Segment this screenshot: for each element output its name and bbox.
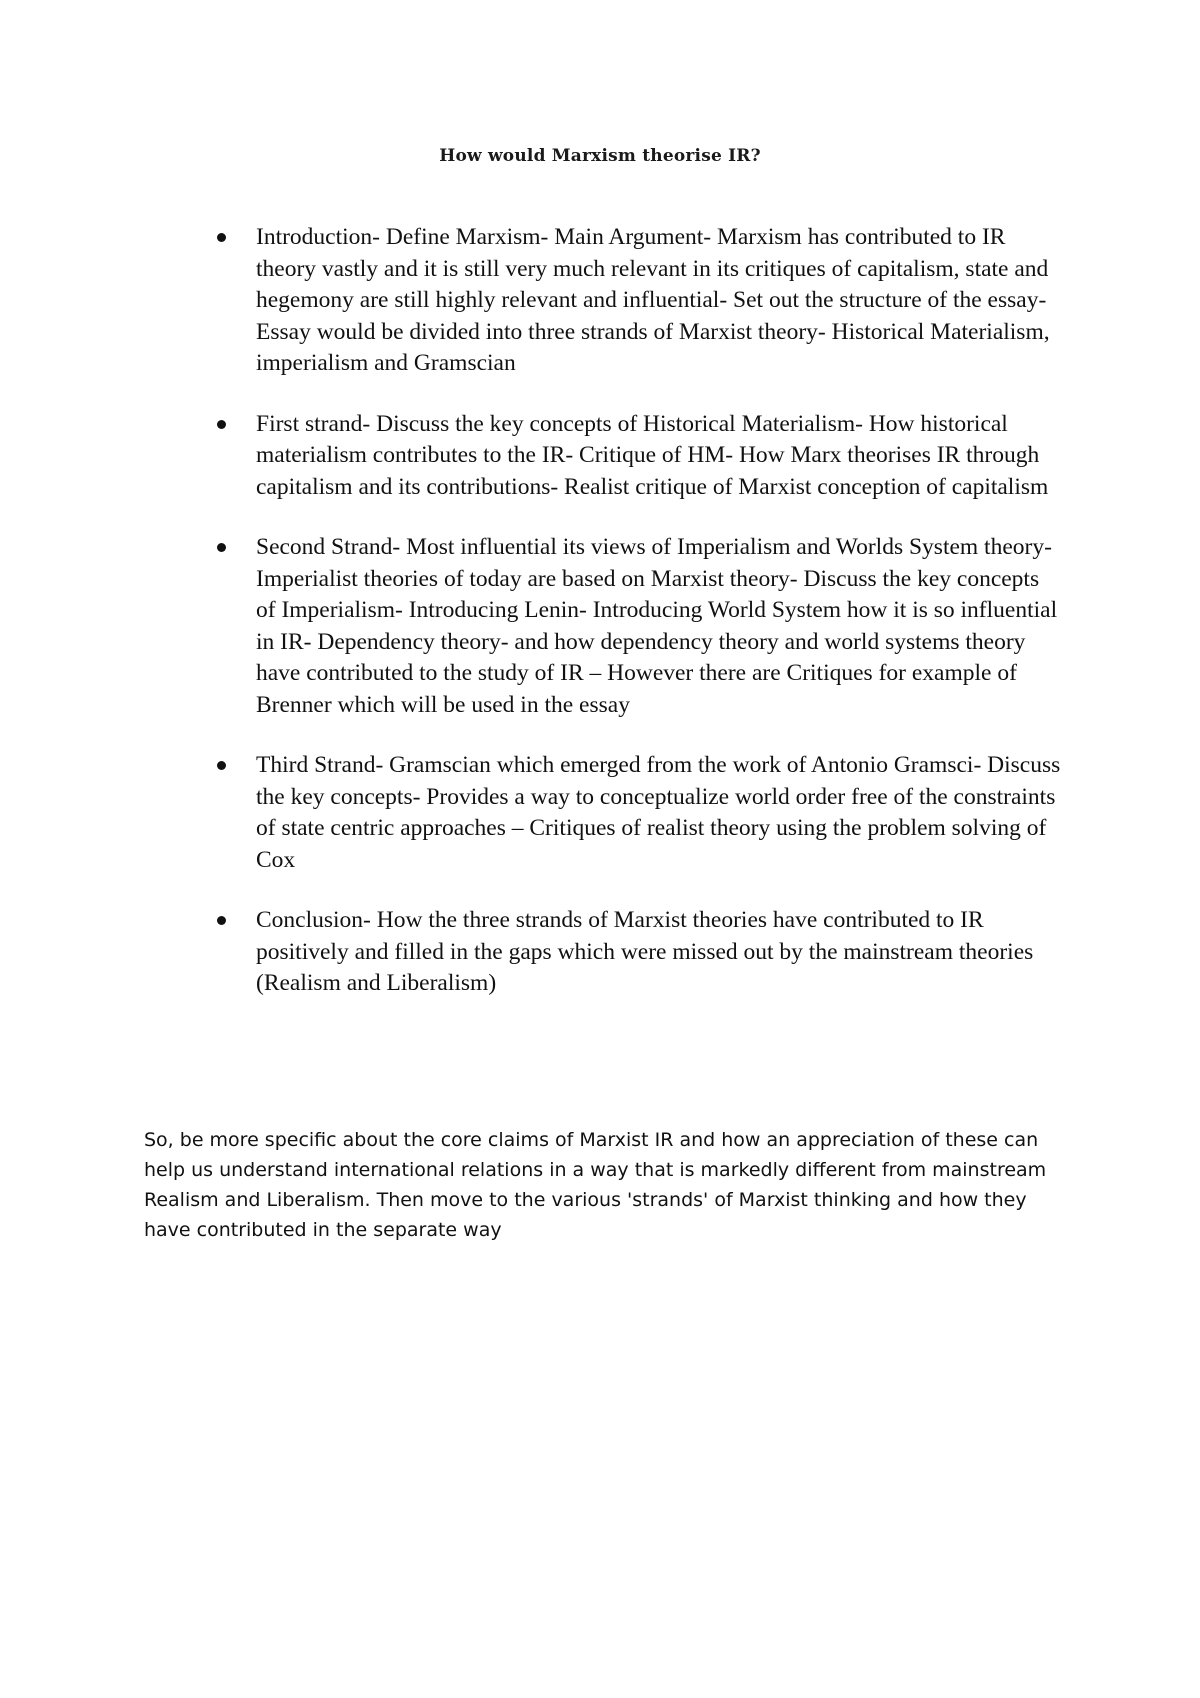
- outline-item-conclusion: [0, 905, 1061, 1000]
- outline-item-text: Introduction- Define Marxism- Main Argument- Marxism has contributed to IR theory vastly and it is still very much relevant in its critiques of capitalism, state and hegemony are still highly relevant and influential- Set out the structure of the essay- Essay would be divided into three strands of Marxist theory- Historical Materialism, imperialism and Gramscian: [256, 224, 1050, 376]
- bullet-icon: [217, 233, 226, 242]
- document-title: How would Marxism theorise IR?: [439, 146, 761, 166]
- feedback-paragraph: So, be more specific about the core claims of Marxist IR and how an appreciation of these can help us understand international relations in a way that is markedly different from mainstream Realism and Liberalism. Then move to the various 'strands' of Marxist thinking and how they have contributed in the separate way: [144, 1129, 1047, 1241]
- outline-item-text: Third Strand- Gramscian which emerged from the work of Antonio Gramsci- Discuss the key concepts- Provides a way to conceptualize world order free of the constraints of state centric approaches – Critiques of realist theory using the problem solving of Cox: [256, 752, 1061, 873]
- outline-item-text: Second Strand- Most influential its views of Imperialism and Worlds System theory- Imperialist theories of today are based on Marxist theory- Discuss the key concepts of Imperialism- Introducing Lenin- Introducing World System how it is so influential in IR- Dependency theory- and how dependency theory and world systems theory have contributed to the study of IR – However there are Critiques for example of Brenner which will be used in the essay: [256, 534, 1058, 718]
- outline-item-third-strand: [0, 750, 1061, 876]
- essay-outline-list: [0, 222, 1200, 1029]
- outline-item-text: Conclusion- How the three strands of Marxist theories have contributed to IR positively and filled in the gaps which were missed out by the mainstream theories (Realism and Liberalism): [256, 907, 1034, 996]
- outline-item-introduction: [0, 222, 1061, 380]
- outline-item-first-strand: [0, 409, 1061, 504]
- bullet-icon: [217, 916, 226, 925]
- bullet-icon: [217, 420, 226, 429]
- outline-item-text: First strand- Discuss the key concepts of Historical Materialism- How historical materialism contributes to the IR- Critique of HM- How Marx theorises IR through capitalism and its contributions- Realist critique of Marxist conception of capitalism: [256, 410, 1049, 500]
- bullet-icon: [217, 543, 226, 552]
- bullet-icon: [217, 761, 226, 770]
- outline-item-second-strand: [0, 532, 1061, 721]
